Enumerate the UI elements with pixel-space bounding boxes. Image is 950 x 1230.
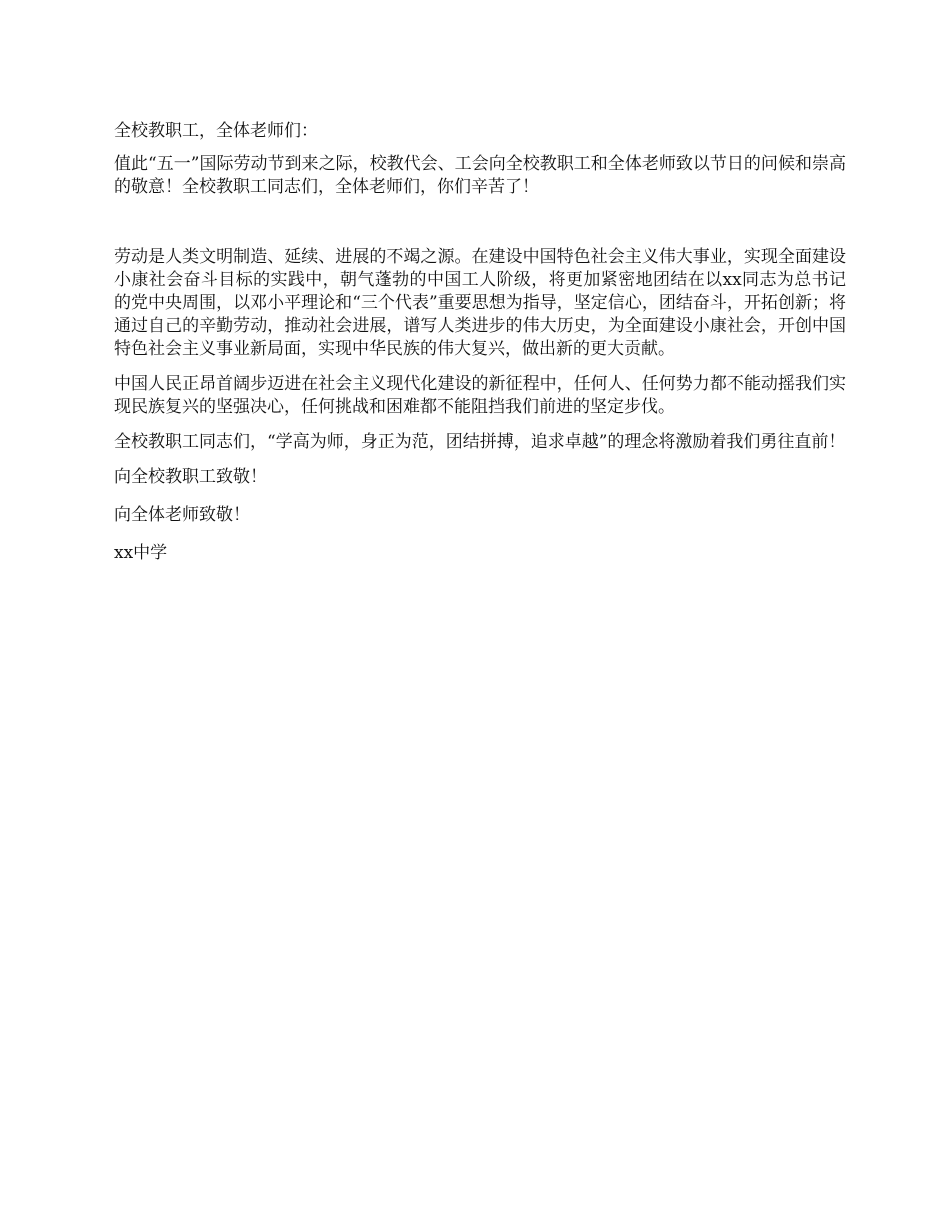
paragraph-rejuvenation: 中国人民正昂首阔步迈进在社会主义现代化建设的新征程中，任何人、任何势力都不能动摇我们实现民族复兴的坚强决心，任何挑战和困难都不能阻挡我们前进的坚定步伐。	[114, 374, 846, 417]
salutation: 全校教职工，全体老师们：	[114, 121, 318, 141]
closing-salute-staff: 向全校教职工致敬！	[114, 467, 267, 487]
paragraph-greeting: 值此“五一”国际劳动节到来之际，校教代会、工会向全校教职工和全体老师致以节日的问候和崇高的敬意！全校教职工同志们，全体老师们，你们辛苦了！	[114, 154, 846, 197]
paragraph-motto: 全校教职工同志们，“学高为师，身正为范，团结拼搏，追求卓越”的理念将激励着我们勇往直前！	[114, 432, 846, 452]
signature: xx中学	[114, 543, 168, 563]
letter-document	[114, 120, 846, 577]
paragraph-labor: 劳动是人类文明制造、延续、进展的不竭之源。在建设中国特色社会主义伟大事业，实现全面建设小康社会奋斗目标的实践中，朝气蓬勃的中国工人阶级，将更加紧密地团结在以xx同志为总书记的党中央周围，以邓小平理论和“三个代表”重要思想为指导，坚定信心，团结奋斗，开拓创新；将通过自己的辛勤劳动，推动社会进展，谱写人类进步的伟大历史，为全面建设小康社会，开创中国特色社会主义事业新局面，实现中华民族的伟大复兴，做出新的更大贡献。	[114, 247, 846, 359]
closing-salute-teachers: 向全体老师致敬！	[114, 505, 250, 525]
